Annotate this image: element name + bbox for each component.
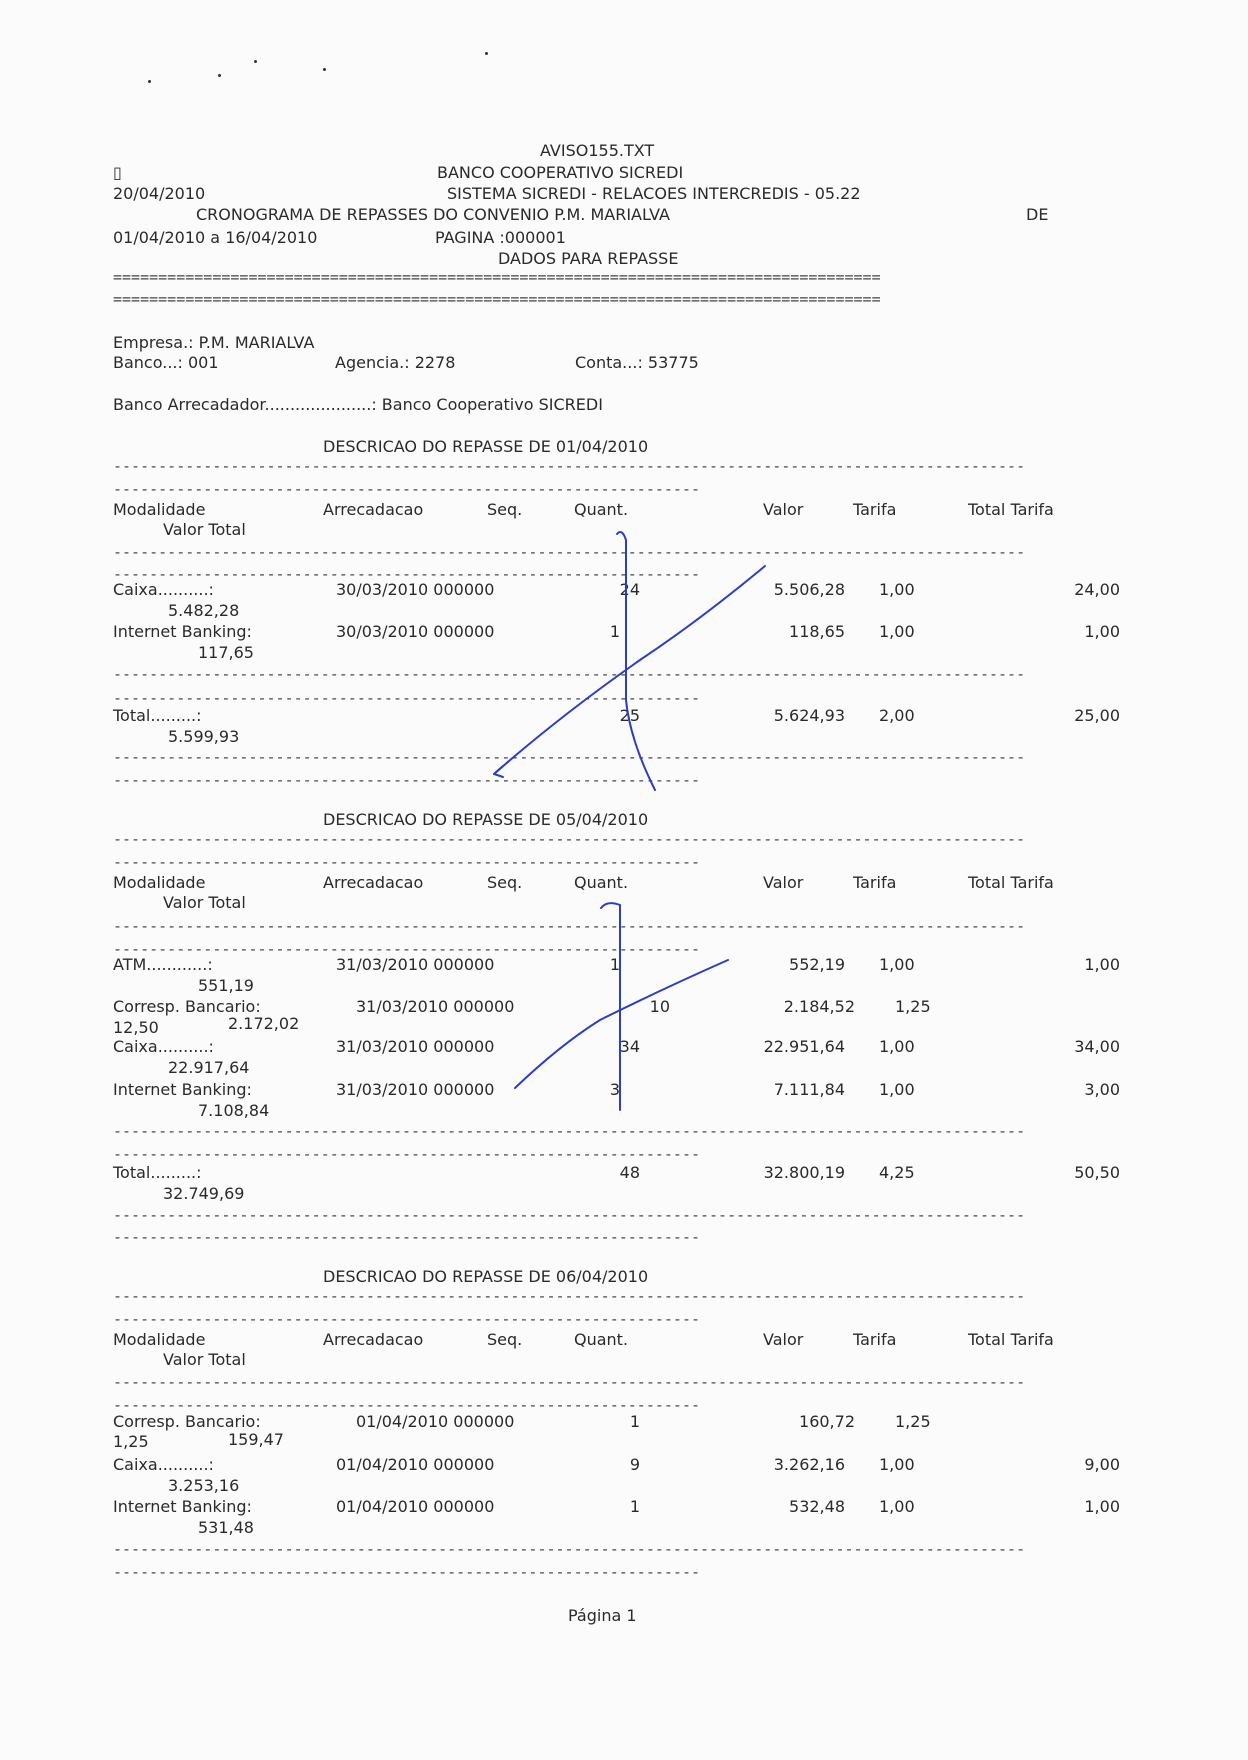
row-tarifa: 1,00	[879, 622, 915, 641]
dash-rule-short: -----------------------------------------------------------------	[113, 940, 700, 958]
row-tarifa: 1,00	[879, 580, 915, 599]
row-modalidade: Internet Banking:	[113, 1497, 252, 1516]
double-rule-short: =====================================================================================	[113, 290, 881, 308]
scan-speck	[323, 68, 326, 71]
row-valor-total: 159,47	[228, 1430, 284, 1449]
col-modalidade: Modalidade	[113, 500, 206, 519]
row-total-tarifa: 12,50	[113, 1018, 159, 1037]
col-arrecadacao: Arrecadacao	[323, 1330, 424, 1349]
total-valor: 32.800,19	[763, 1163, 845, 1182]
total-quant: 48	[619, 1163, 640, 1182]
row-arrecadacao-seq: 31/03/2010 000000	[336, 955, 495, 974]
row-valor-total: 2.172,02	[228, 1014, 300, 1033]
dash-rule: -----------------------------------------------------------------------------------------------------	[113, 1287, 1026, 1305]
row-tarifa: 1,00	[879, 1497, 915, 1516]
dash-rule: -----------------------------------------------------------------------------------------------------	[113, 1206, 1026, 1224]
section-title: DESCRICAO DO REPASSE DE 05/04/2010	[323, 810, 649, 829]
row-valor-total: 22.917,64	[168, 1058, 250, 1077]
row-quant: 10	[649, 997, 670, 1016]
dash-rule-short: -----------------------------------------------------------------	[113, 771, 700, 789]
row-total-tarifa: 1,00	[1084, 955, 1120, 974]
row-total-tarifa: 1,00	[1084, 1497, 1120, 1516]
col-seq: Seq.	[487, 873, 523, 892]
row-valor: 532,48	[789, 1497, 845, 1516]
row-modalidade: Internet Banking:	[113, 622, 252, 641]
col-quant: Quant.	[574, 500, 629, 519]
row-total-tarifa: 1,00	[1084, 622, 1120, 641]
row-arrecadacao-seq: 30/03/2010 000000	[336, 580, 495, 599]
col-modalidade: Modalidade	[113, 873, 206, 892]
dados-title: DADOS PARA REPASSE	[498, 249, 679, 268]
agencia-line: Agencia.: 2278	[335, 353, 456, 372]
row-valor: 118,65	[789, 622, 845, 641]
de-label: DE	[1026, 205, 1049, 224]
dash-rule: -----------------------------------------------------------------------------------------------------	[113, 665, 1026, 683]
col-total-tarifa: Total Tarifa	[968, 873, 1054, 892]
row-modalidade: Corresp. Bancario:	[113, 997, 261, 1016]
page-footer: Página 1	[568, 1606, 637, 1625]
scan-speck	[148, 80, 151, 83]
row-arrecadacao-seq: 01/04/2010 000000	[336, 1455, 495, 1474]
total-total-tarifa: 50,50	[1074, 1163, 1120, 1182]
col-valor-total: Valor Total	[163, 893, 246, 912]
row-quant: 1	[629, 1412, 640, 1431]
row-quant: 9	[629, 1455, 640, 1474]
row-valor-total: 7.108,84	[198, 1101, 270, 1120]
row-arrecadacao-seq: 31/03/2010 000000	[356, 997, 515, 1016]
row-total-tarifa: 1,25	[113, 1432, 149, 1451]
report-period: 01/04/2010 a 16/04/2010	[113, 228, 318, 247]
col-valor-total: Valor Total	[163, 520, 246, 539]
col-total-tarifa: Total Tarifa	[968, 1330, 1054, 1349]
row-tarifa: 1,25	[895, 1412, 931, 1431]
col-valor-total: Valor Total	[163, 1350, 246, 1369]
col-seq: Seq.	[487, 1330, 523, 1349]
row-tarifa: 1,00	[879, 955, 915, 974]
row-valor-total: 3.253,16	[168, 1476, 240, 1495]
col-total-tarifa: Total Tarifa	[968, 500, 1054, 519]
page-number: PAGINA :000001	[435, 228, 566, 247]
col-tarifa: Tarifa	[853, 873, 897, 892]
total-label: Total.........:	[113, 1163, 202, 1182]
row-modalidade: Corresp. Bancario:	[113, 1412, 261, 1431]
row-quant: 34	[619, 1037, 640, 1056]
col-arrecadacao: Arrecadacao	[323, 500, 424, 519]
dash-rule-short: -----------------------------------------------------------------	[113, 1563, 700, 1581]
col-seq: Seq.	[487, 500, 523, 519]
scan-speck	[485, 52, 488, 55]
row-tarifa: 1,00	[879, 1037, 915, 1056]
col-arrecadacao: Arrecadacao	[323, 873, 424, 892]
report-date: 20/04/2010	[113, 184, 206, 203]
double-rule: =====================================================================================	[113, 268, 881, 286]
dash-rule-short: -----------------------------------------------------------------	[113, 565, 700, 583]
dash-rule-short: -----------------------------------------------------------------	[113, 1145, 700, 1163]
row-total-tarifa: 3,00	[1084, 1080, 1120, 1099]
col-tarifa: Tarifa	[853, 1330, 897, 1349]
dash-rule: -----------------------------------------------------------------------------------------------------	[113, 748, 1026, 766]
row-valor-total: 117,65	[198, 643, 254, 662]
row-tarifa: 1,25	[895, 997, 931, 1016]
total-total-tarifa: 25,00	[1074, 706, 1120, 725]
row-valor: 2.184,52	[783, 997, 855, 1016]
total-valor-total: 5.599,93	[168, 727, 240, 746]
row-modalidade: Caixa..........:	[113, 1455, 214, 1474]
row-valor: 7.111,84	[773, 1080, 845, 1099]
row-valor: 552,19	[789, 955, 845, 974]
total-valor: 5.624,93	[773, 706, 845, 725]
row-modalidade: Caixa..........:	[113, 580, 214, 599]
row-valor-total: 531,48	[198, 1518, 254, 1537]
banco-line: Banco...: 001	[113, 353, 219, 372]
row-arrecadacao-seq: 01/04/2010 000000	[356, 1412, 515, 1431]
total-label: Total.........:	[113, 706, 202, 725]
row-arrecadacao-seq: 31/03/2010 000000	[336, 1080, 495, 1099]
row-arrecadacao-seq: 01/04/2010 000000	[336, 1497, 495, 1516]
total-quant: 25	[619, 706, 640, 725]
row-arrecadacao-seq: 30/03/2010 000000	[336, 622, 495, 641]
dash-rule-short: -----------------------------------------------------------------	[113, 1396, 700, 1414]
scan-speck	[218, 74, 221, 77]
row-total-tarifa: 24,00	[1074, 580, 1120, 599]
row-tarifa: 1,00	[879, 1455, 915, 1474]
dash-rule-short: -----------------------------------------------------------------	[113, 1228, 700, 1246]
col-quant: Quant.	[574, 1330, 629, 1349]
row-modalidade: ATM............:	[113, 955, 213, 974]
dash-rule-short: -----------------------------------------------------------------	[113, 1310, 700, 1328]
row-tarifa: 1,00	[879, 1080, 915, 1099]
total-valor-total: 32.749,69	[163, 1184, 245, 1203]
row-quant: 1	[609, 622, 620, 641]
row-modalidade: Internet Banking:	[113, 1080, 252, 1099]
dash-rule-short: -----------------------------------------------------------------	[113, 853, 700, 871]
system-line: SISTEMA SICREDI - RELACOES INTERCREDIS - 05.22	[447, 184, 861, 203]
arrecadador-line: Banco Arrecadador.....................: Banco Cooperativo SICREDI	[113, 395, 603, 414]
row-quant: 3	[609, 1080, 620, 1099]
empresa-line: Empresa.: P.M. MARIALVA	[113, 333, 315, 352]
cronograma-line: CRONOGRAMA DE REPASSES DO CONVENIO P.M. MARIALVA	[196, 205, 670, 224]
row-quant: 24	[619, 580, 640, 599]
section-title: DESCRICAO DO REPASSE DE 01/04/2010	[323, 437, 649, 456]
col-valor: Valor	[763, 873, 804, 892]
dash-rule: -----------------------------------------------------------------------------------------------------	[113, 1373, 1026, 1391]
row-quant: 1	[629, 1497, 640, 1516]
col-valor: Valor	[763, 500, 804, 519]
dash-rule-short: -----------------------------------------------------------------	[113, 689, 700, 707]
file-name: AVISO155.TXT	[540, 141, 655, 160]
section-title: DESCRICAO DO REPASSE DE 06/04/2010	[323, 1267, 649, 1286]
row-valor: 3.262,16	[773, 1455, 845, 1474]
bank-name: BANCO COOPERATIVO SICREDI	[437, 163, 684, 182]
col-quant: Quant.	[574, 873, 629, 892]
dash-rule: -----------------------------------------------------------------------------------------------------	[113, 830, 1026, 848]
col-tarifa: Tarifa	[853, 500, 897, 519]
scan-speck	[254, 60, 257, 63]
row-total-tarifa: 34,00	[1074, 1037, 1120, 1056]
row-total-tarifa: 9,00	[1084, 1455, 1120, 1474]
total-tarifa: 4,25	[879, 1163, 915, 1182]
dash-rule: -----------------------------------------------------------------------------------------------------	[113, 1122, 1026, 1140]
row-arrecadacao-seq: 31/03/2010 000000	[336, 1037, 495, 1056]
row-quant: 1	[609, 955, 620, 974]
row-modalidade: Caixa..........:	[113, 1037, 214, 1056]
total-tarifa: 2,00	[879, 706, 915, 725]
row-valor-total: 5.482,28	[168, 601, 240, 620]
conta-line: Conta...: 53775	[575, 353, 699, 372]
row-valor: 22.951,64	[763, 1037, 845, 1056]
row-valor: 5.506,28	[773, 580, 845, 599]
dash-rule: -----------------------------------------------------------------------------------------------------	[113, 917, 1026, 935]
dash-rule: -----------------------------------------------------------------------------------------------------	[113, 1540, 1026, 1558]
dash-rule: -----------------------------------------------------------------------------------------------------	[113, 543, 1026, 561]
col-modalidade: Modalidade	[113, 1330, 206, 1349]
dash-rule: -----------------------------------------------------------------------------------------------------	[113, 457, 1026, 475]
col-valor: Valor	[763, 1330, 804, 1349]
dash-rule-short: -----------------------------------------------------------------	[113, 480, 700, 498]
row-valor-total: 551,19	[198, 976, 254, 995]
row-valor: 160,72	[799, 1412, 855, 1431]
box-glyph: ▯	[113, 163, 122, 182]
